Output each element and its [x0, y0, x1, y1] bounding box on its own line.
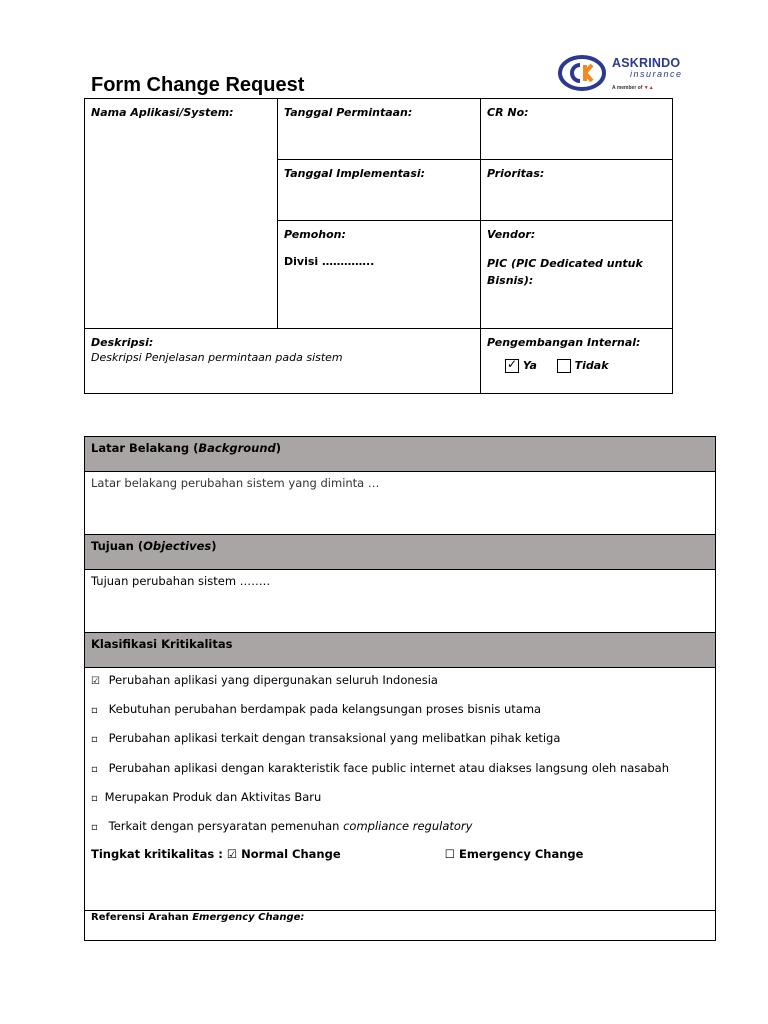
level-label: Tingkat kritikalitas : — [91, 847, 223, 862]
app-name-cell[interactable] — [85, 99, 278, 329]
background-title: Latar Belakang ( — [91, 441, 199, 455]
cr-no-label: CR No: — [487, 106, 529, 119]
check-icon: ✓ — [507, 356, 518, 371]
logo-member-label: A member of — [612, 85, 643, 91]
criticality-item-text: Terkait dengan persyaratan pemenuhan — [108, 818, 344, 833]
logo-mark-icon — [558, 54, 606, 92]
change-detail-table — [84, 436, 716, 941]
criticality-body — [85, 668, 716, 911]
internal-dev-cell — [481, 328, 673, 393]
priority-label: Prioritas: — [487, 167, 545, 181]
criticality-item[interactable] — [91, 816, 709, 845]
normal-change-checkbox[interactable] — [227, 847, 345, 861]
logo-subtitle: insurance — [630, 69, 683, 79]
empty-box-icon: ▫ — [91, 734, 98, 746]
member-mark-icon: ▼▲ — [643, 85, 654, 91]
normal-change-label: Normal Change — [241, 847, 341, 862]
objectives-field[interactable] — [85, 570, 716, 633]
background-header — [85, 437, 716, 472]
logo-brand: ASKRINDO — [612, 56, 681, 70]
checked-box-icon: ☑ — [226, 847, 238, 862]
impl-date-cell[interactable] — [278, 160, 481, 221]
criticality-item-text: Perubahan aplikasi yang dipergunakan seluruh Indonesia — [108, 673, 438, 687]
criticality-item[interactable] — [91, 699, 709, 728]
objectives-title-em: Objectives — [143, 539, 212, 553]
internal-no-checkbox[interactable] — [557, 359, 571, 373]
internal-yes-label: Ya — [522, 358, 537, 372]
empty-box-icon: ▫ — [91, 763, 98, 775]
vendor-cell[interactable] — [481, 221, 673, 328]
cr-no-cell[interactable] — [481, 99, 673, 160]
request-date-cell[interactable] — [278, 99, 481, 160]
criticality-item[interactable] — [91, 758, 709, 787]
reference-field[interactable] — [85, 911, 716, 941]
division-label: Divisi ………….. — [284, 255, 375, 269]
logo-member-text — [612, 85, 654, 91]
checked-box-icon: ☑ — [91, 676, 100, 687]
requester-cell[interactable] — [278, 221, 481, 328]
emergency-change-label: Emergency Change — [459, 847, 584, 862]
internal-no-label: Tidak — [574, 358, 609, 372]
internal-yes-checkbox[interactable] — [505, 356, 519, 373]
empty-box-icon: ☐ — [444, 847, 455, 862]
app-name-label: Nama Aplikasi/System: — [91, 106, 234, 119]
empty-box-icon: ▫ — [91, 821, 98, 833]
criticality-item-text: Perubahan aplikasi terkait dengan transaksional yang melibatkan pihak ketiga — [108, 731, 561, 746]
internal-dev-label: Pengembangan Internal: — [487, 335, 641, 349]
criticality-item-text: Kebutuhan perubahan berdampak pada kelangsungan proses bisnis utama — [108, 702, 542, 717]
reference-label-em: Emergency Change: — [192, 912, 305, 923]
empty-box-icon: ▫ — [91, 705, 98, 717]
criticality-item[interactable] — [91, 670, 709, 699]
objectives-title: Tujuan ( — [91, 539, 144, 553]
criticality-item-text: Merupakan Produk dan Aktivitas Baru — [104, 789, 322, 804]
background-field[interactable] — [85, 472, 716, 535]
pic-label: PIC (PIC Dedicated untuk Bisnis): — [487, 257, 643, 288]
criticality-item[interactable] — [91, 728, 709, 757]
emergency-change-checkbox[interactable] — [445, 847, 584, 861]
objectives-title-end: ) — [211, 539, 217, 553]
background-title-end: ) — [275, 441, 282, 455]
objectives-header — [85, 535, 716, 570]
priority-cell[interactable] — [481, 160, 673, 221]
criticality-level — [91, 847, 709, 861]
description-label: Deskripsi: — [91, 335, 154, 349]
objectives-text: Tujuan perubahan sistem …….. — [91, 574, 270, 588]
background-title-em: Background — [198, 441, 276, 455]
criticality-item[interactable] — [91, 787, 709, 816]
criticality-item-text: Perubahan aplikasi dengan karakteristik face public internet atau diakses langsung oleh nasabah — [108, 760, 670, 775]
criticality-title: Klasifikasi Kritikalitas — [91, 637, 233, 651]
criticality-header — [85, 633, 716, 668]
reference-label: Referensi Arahan — [91, 912, 193, 923]
request-date-label: Tanggal Permintaan: — [284, 106, 413, 119]
description-text: Deskripsi Penjelasan permintaan pada sistem — [91, 350, 343, 364]
form-title: Form Change Request — [91, 74, 305, 96]
background-text: Latar belakang perubahan sistem yang diminta … — [91, 476, 380, 490]
request-info-table — [84, 98, 673, 394]
description-cell[interactable] — [85, 328, 481, 393]
requester-label: Pemohon: — [284, 228, 346, 242]
impl-date-label: Tanggal Implementasi: — [284, 167, 426, 181]
empty-box-icon: ▫ — [91, 792, 98, 804]
vendor-label: Vendor: — [487, 228, 536, 242]
askrindo-logo — [558, 54, 684, 98]
criticality-item-em: compliance regulatory — [343, 818, 473, 833]
